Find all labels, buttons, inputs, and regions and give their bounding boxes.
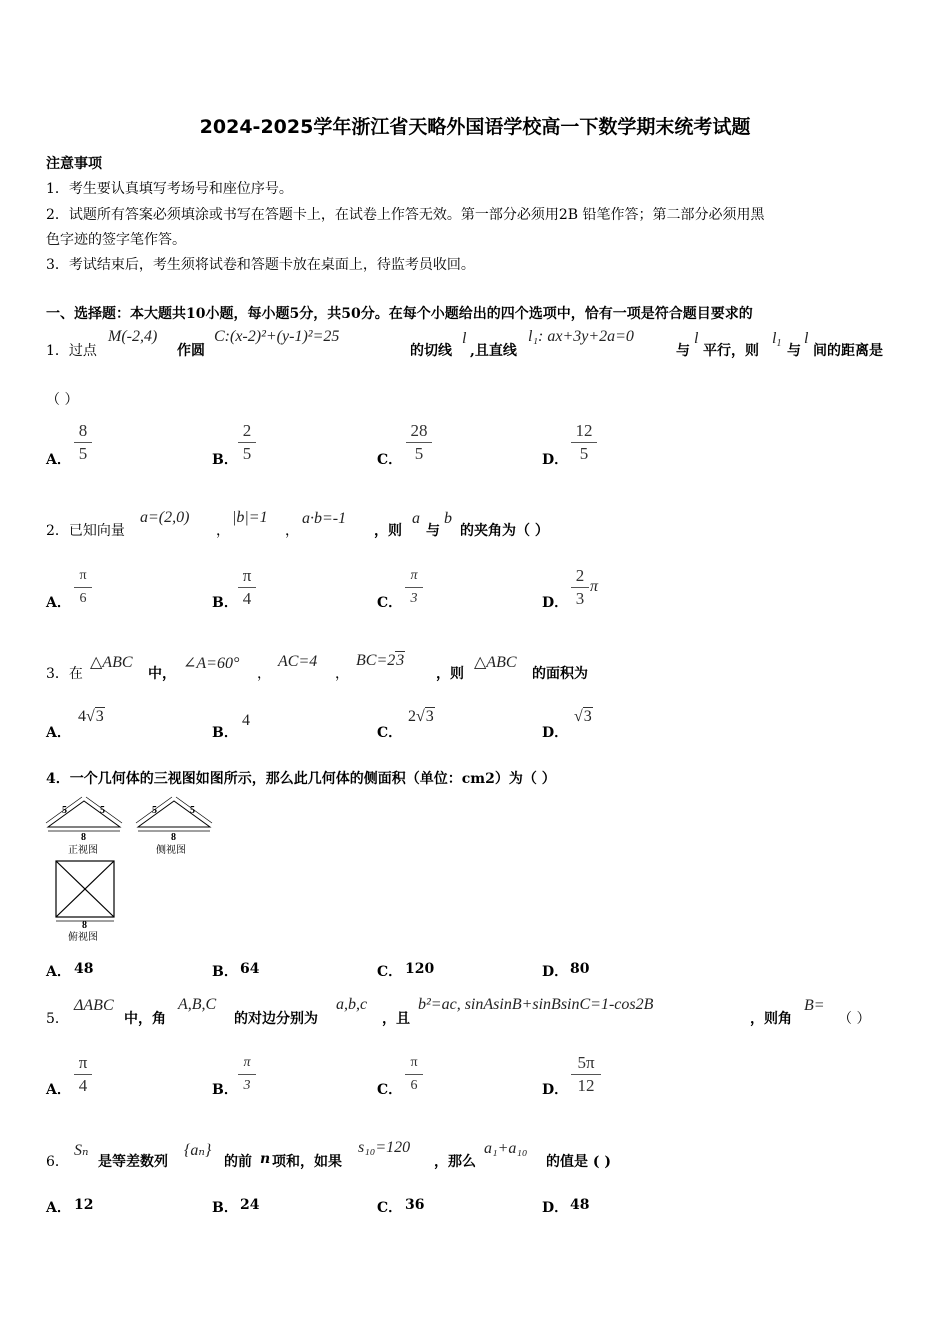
q1-circle: C:(x-2)²+(y-1)²=25 (214, 328, 340, 345)
section-heading: 一、选择题：本大题共10小题，每小题5分，共50分。在每个小题给出的四个选项中，恰有一项是符合题目要求的 (46, 306, 753, 322)
q3-option-d[interactable]: √3 (574, 708, 592, 725)
q5-option-a[interactable]: π 4 (74, 1053, 92, 1096)
q3-angle: ∠A=60° (183, 655, 240, 672)
front-view-label: 正视图 (68, 845, 98, 856)
q1-option-b-label[interactable]: B． (212, 452, 238, 468)
q2-option-d-label[interactable]: D． (542, 595, 569, 611)
q1-text: 作圆 (177, 343, 205, 359)
q6-text: 是等差数列 (98, 1154, 168, 1170)
q1-stem: 1．过点 (46, 343, 97, 359)
q1-option-d-label[interactable]: D． (542, 452, 569, 468)
top-view-label: 俯视图 (68, 932, 98, 943)
q1-text: 间的距离是 (813, 343, 883, 359)
q1-l: l (694, 330, 699, 347)
q5-option-c[interactable]: π 6 (405, 1053, 423, 1096)
q1-line: l₁: ax+3y+2a=0 (528, 328, 634, 345)
q2-a-var: a (412, 510, 420, 527)
q5-text: 中，角 (124, 1011, 166, 1027)
q6-text: 项和，如果 (272, 1154, 342, 1170)
q1-l: l (462, 330, 467, 347)
q2-b: |b|=1 (232, 509, 268, 526)
q3-option-c-label[interactable]: C． (377, 725, 403, 741)
q1-option-b[interactable]: 2 5 (238, 421, 256, 464)
q6-option-c[interactable]: 36 (405, 1197, 425, 1213)
q4-option-b[interactable]: 64 (240, 961, 260, 977)
q5-option-a-label[interactable]: A． (46, 1082, 71, 1098)
q6-option-b[interactable]: 24 (240, 1197, 260, 1213)
q3-option-a-label[interactable]: A． (46, 725, 71, 741)
top-base: 8 (82, 920, 87, 931)
q1-option-a[interactable]: 8 5 (74, 421, 92, 464)
q2-option-a-label[interactable]: A． (46, 595, 71, 611)
q5-B: B= (804, 997, 825, 1014)
notice-heading: 注意事项 (46, 156, 102, 172)
q5-option-c-label[interactable]: C． (377, 1082, 403, 1098)
q1-l: l (804, 330, 809, 347)
q5-option-d-label[interactable]: D． (542, 1082, 569, 1098)
q4-option-a-label[interactable]: A． (46, 964, 71, 980)
q6-option-c-label[interactable]: C． (377, 1200, 403, 1216)
q6-stem: 6． (46, 1154, 69, 1170)
q1-text: 的切线 (410, 343, 452, 359)
q3-text: 的面积为 (532, 666, 588, 682)
q2-b-var: b (444, 510, 452, 527)
front-view (46, 797, 122, 831)
side-view-label: 侧视图 (156, 845, 186, 856)
q6-option-d-label[interactable]: D． (542, 1200, 569, 1216)
front-base: 8 (81, 832, 86, 843)
q3-option-b-label[interactable]: B． (212, 725, 238, 741)
q5-text: ，则角 (750, 1011, 792, 1027)
q6-n: n (260, 1151, 271, 1167)
q3-ac: AC=4 (278, 653, 318, 670)
q5-option-b[interactable]: π 3 (238, 1053, 256, 1096)
q4-option-c-label[interactable]: C． (377, 964, 403, 980)
q6-option-a-label[interactable]: A． (46, 1200, 71, 1216)
q2-text: ，则 (374, 523, 402, 539)
notice-item: 色字迹的签字笔作答。 (46, 232, 186, 248)
q3-option-c[interactable]: 2√3 (408, 708, 434, 725)
q6-sn: Sₙ (74, 1142, 89, 1159)
q1-text: ,且直线 (470, 343, 517, 359)
q2-comma: ， (216, 523, 230, 539)
q6-option-a[interactable]: 12 (74, 1197, 94, 1213)
q3-text: ，则 (436, 666, 464, 682)
q6-text: 的值是 ( ) (546, 1154, 611, 1170)
q6-sum: a₁+a₁₀ (484, 1140, 528, 1157)
q3-bc: BC=23 (356, 652, 405, 669)
q5-paren: （ ） (838, 1011, 871, 1027)
q3-option-d-label[interactable]: D． (542, 725, 569, 741)
notice-item: 2．试题所有答案必须填涂或书写在答题卡上，在试卷上作答无效。第一部分必须用2B 铅笔作答；第二部分必须用黑 (46, 207, 765, 223)
q3-comma: ， (335, 666, 349, 682)
q1-point: M(-2,4) (108, 328, 158, 345)
q2-stem: 2．已知向量 (46, 523, 125, 539)
q5-cond: b²=ac, sinAsinB+sinBsinC=1-cos2B (418, 996, 654, 1013)
q3-tri: △ABC (474, 654, 517, 671)
q2-option-b[interactable]: π 4 (238, 566, 256, 609)
q3-comma: ， (257, 666, 271, 682)
side-slant-right: 5 (190, 805, 195, 816)
q3-tri: △ABC (90, 654, 133, 671)
q5-tri: ΔABC (74, 997, 114, 1014)
q6-option-b-label[interactable]: B． (212, 1200, 238, 1216)
front-slant-left: 5 (62, 805, 67, 816)
q5-option-d[interactable]: 5π 12 (571, 1053, 601, 1096)
side-slant-left: 5 (152, 805, 157, 816)
q2-option-c-label[interactable]: C． (377, 595, 403, 611)
q2-a: a=(2,0) (140, 509, 190, 526)
side-view (136, 797, 212, 831)
q4-option-d[interactable]: 80 (570, 961, 590, 977)
q4-option-b-label[interactable]: B． (212, 964, 238, 980)
q2-option-a[interactable]: π 6 (74, 566, 92, 609)
q5-text: ，且 (382, 1011, 410, 1027)
q3-option-b[interactable]: 4 (242, 712, 250, 729)
q1-l1: $l_1$ (772, 330, 782, 349)
q3-text: 中， (148, 666, 176, 682)
q2-ab: a·b=-1 (302, 510, 347, 527)
q5-text: 的对边分别为 (234, 1011, 318, 1027)
q6-option-d[interactable]: 48 (570, 1197, 590, 1213)
front-slant-right: 5 (100, 805, 105, 816)
notice-item: 1．考生要认真填写考场号和座位序号。 (46, 181, 293, 197)
q4-option-d-label[interactable]: D． (542, 964, 569, 980)
page-title: 2024-2025学年浙江省天略外国语学校高一下数学期末统考试题 (199, 116, 751, 138)
q4-stem: 4．一个几何体的三视图如图所示，那么此几何体的侧面积（单位：cm2）为（ ） (46, 771, 556, 787)
q5-option-b-label[interactable]: B． (212, 1082, 238, 1098)
q1-text: 与 (787, 343, 801, 359)
q1-option-a-label[interactable]: A． (46, 452, 71, 468)
q1-text: 平行，则 (703, 343, 759, 359)
notice-item: 3．考试结束后，考生须将试卷和答题卡放在桌面上，待监考员收回。 (46, 257, 475, 273)
three-view-figure (44, 795, 224, 945)
q2-option-d-pi: π (590, 578, 599, 595)
q2-text: 的夹角为（ ） (460, 523, 549, 539)
q5-sides: a,b,c (336, 996, 368, 1013)
q6-text: 的前 (224, 1154, 252, 1170)
q3-stem: 3．在 (46, 666, 83, 682)
q3-option-a[interactable]: 4√3 (78, 708, 104, 725)
q6-s10: s₁₀=120 (358, 1139, 411, 1156)
q5-angles: A,B,C (178, 996, 217, 1013)
q2-option-d[interactable]: 2 3 (571, 566, 589, 609)
q6-text: ，那么 (434, 1154, 476, 1170)
q1-option-c-label[interactable]: C． (377, 452, 403, 468)
q4-option-c[interactable]: 120 (405, 961, 435, 977)
q6-an: {aₙ} (184, 1142, 212, 1159)
q1-text: 与 (676, 343, 690, 359)
q2-option-b-label[interactable]: B． (212, 595, 238, 611)
q1-option-c[interactable]: 28 5 (406, 421, 432, 464)
q5-stem: 5． (46, 1011, 69, 1027)
q1-option-d[interactable]: 12 5 (571, 421, 597, 464)
q2-text: 与 (426, 523, 440, 539)
q1-paren: （ ） (46, 392, 79, 408)
top-view (56, 861, 114, 921)
side-base: 8 (171, 832, 176, 843)
q2-option-c[interactable]: π 3 (405, 566, 423, 609)
q2-comma: ， (285, 523, 299, 539)
q4-option-a[interactable]: 48 (74, 961, 94, 977)
